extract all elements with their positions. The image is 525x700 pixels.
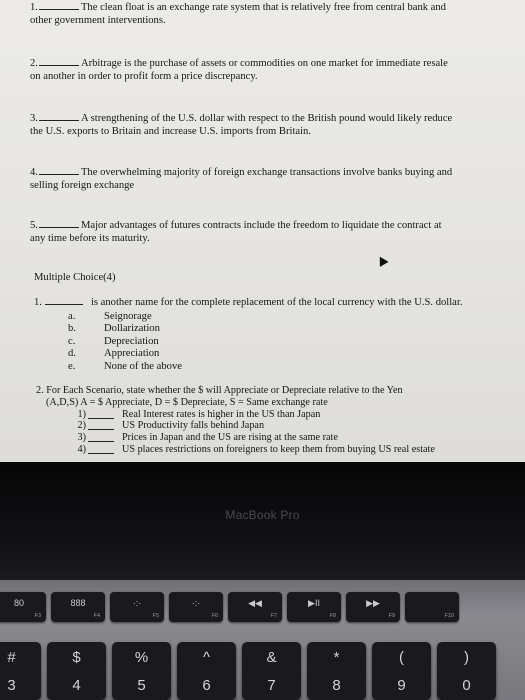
question-4 [30, 165, 500, 192]
key-4[interactable]: $ 4 [47, 642, 106, 700]
scenario-3: 3) Prices in Japan and the US are rising at the same rate [77, 432, 338, 444]
key-f8[interactable]: ▶II F8 [287, 592, 341, 622]
answer-key-legend: (A,D,S) A = $ Appreciate, D = $ Depreciate, S = Same exchange rate [46, 396, 328, 408]
key-f7[interactable]: ◀◀ F7 [228, 592, 282, 622]
question-1 [30, 0, 500, 27]
answer-blank [88, 409, 114, 419]
keyboard-backlight-up-icon: ·:· [191, 598, 201, 608]
mission-control-icon: 80 [13, 598, 24, 608]
key-0[interactable]: ) 0 [437, 642, 496, 700]
answer-blank [39, 165, 79, 175]
rewind-icon: ◀◀ [248, 598, 262, 608]
section-title: Multiple Choice(4) [34, 272, 116, 283]
fast-forward-icon: ▶▶ [366, 598, 380, 608]
scenario-2: 2) US Productivity falls behind Japan [77, 420, 265, 432]
multiple-choice-2 [36, 385, 496, 456]
options-list [68, 311, 494, 374]
launchpad-icon: 888 [70, 598, 86, 608]
key-3[interactable]: # 3 [0, 642, 41, 700]
question-number: 5. [30, 220, 38, 231]
laptop-brand-label: MacBook Pro [225, 508, 300, 522]
key-f5[interactable]: ·:· F5 [110, 592, 164, 622]
answer-blank [88, 420, 114, 430]
key-f9[interactable]: ▶▶ F9 [346, 592, 400, 622]
play-pause-icon: ▶II [308, 598, 320, 608]
key-8[interactable]: * 8 [307, 642, 366, 700]
keyboard-backlight-down-icon: ·:· [132, 598, 142, 608]
option-c: c. Depreciation [68, 335, 159, 347]
option-e: e. None of the above [68, 360, 182, 372]
scenario-1: 1) Real Interest rates is higher in the US than Japan [77, 408, 321, 420]
answer-blank [39, 0, 79, 10]
question-text: A strengthening of the U.S. dollar with respect to the British pound would likely reduce [80, 113, 453, 124]
question-number: 1. [30, 2, 38, 13]
option-a: a. Seignorage [68, 310, 152, 322]
question-text: The clean float is an exchange rate system that is relatively free from central bank and [80, 2, 446, 13]
question-text-cont: the U.S. exports to Britain and increase U.S. imports from Britain. [30, 126, 311, 137]
answer-blank [45, 295, 83, 305]
function-key-row [0, 592, 459, 622]
question-text-cont: selling foreign exchange [30, 180, 135, 191]
key-6[interactable]: ^ 6 [177, 642, 236, 700]
answer-blank [88, 444, 114, 454]
question-text: Major advantages of futures contracts include the freedom to liquidate the contract at [80, 220, 442, 231]
question-5 [30, 218, 500, 245]
answer-blank [39, 56, 79, 66]
question-text: The overwhelming majority of foreign exchange transactions involve banks buying and [80, 167, 453, 178]
answer-blank [88, 432, 114, 442]
question-text-cont: any time before its maturity. [30, 233, 150, 244]
question-number: 2. [30, 58, 38, 69]
option-b: b. Dollarization [68, 323, 160, 334]
multiple-choice-1 [34, 295, 494, 373]
question-number: 1. [34, 297, 42, 308]
question-number: 3. [30, 113, 38, 124]
answer-blank [39, 111, 79, 121]
mouse-cursor-icon [375, 254, 388, 267]
question-text-cont: other government interventions. [30, 15, 166, 26]
key-f4[interactable]: 888 F4 [51, 592, 105, 622]
key-f10[interactable]: F10 [405, 592, 459, 622]
question-text: is another name for the complete replacement of the local currency with the U.S. dollar. [90, 297, 463, 308]
key-f6[interactable]: ·:· F6 [169, 592, 223, 622]
number-key-row [0, 642, 496, 700]
question-text: Arbitrage is the purchase of assets or commodities on one market for immediate resale [80, 58, 448, 69]
option-d: d. Appreciation [68, 348, 160, 359]
scenario-4: 4) US places restrictions on foreigners to keep them from buying US real estate [77, 443, 435, 455]
question-number: 4. [30, 167, 38, 178]
question-3 [30, 111, 500, 138]
answer-blank [39, 218, 79, 228]
question-text-cont: on another in order to profit form a price discrepancy. [30, 71, 258, 82]
question-text: 2. For Each Scenario, state whether the $ will Appreciate or Depreciate relative to the Yen [36, 385, 403, 396]
key-f3[interactable]: 80 F3 [0, 592, 46, 622]
key-9[interactable]: ( 9 [372, 642, 431, 700]
key-7[interactable]: & 7 [242, 642, 301, 700]
question-2 [30, 56, 500, 83]
key-5[interactable]: % 5 [112, 642, 171, 700]
